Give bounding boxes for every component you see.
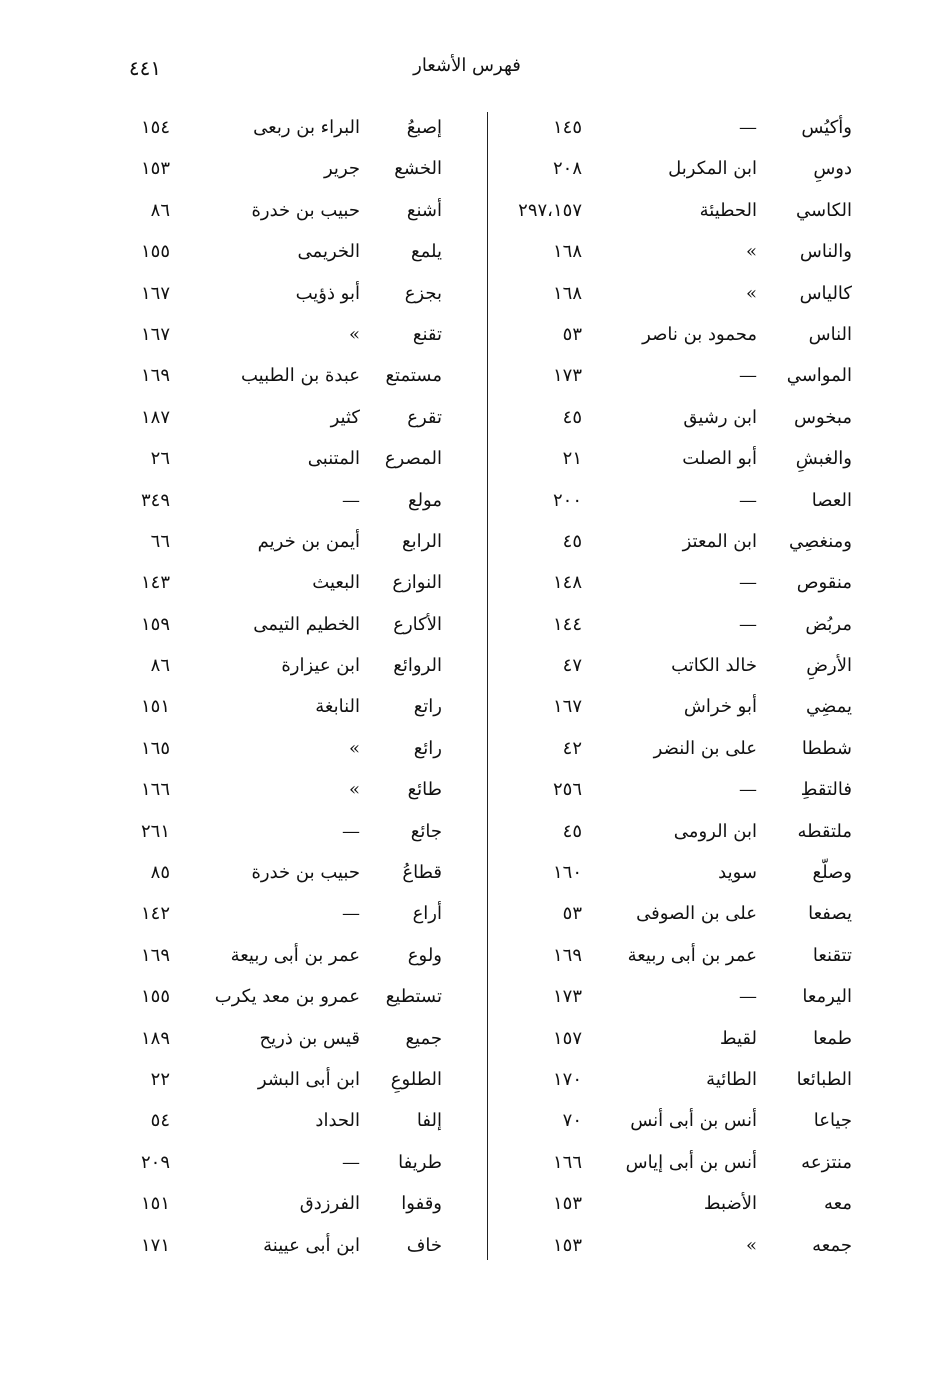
page-ref: ١٧٣ bbox=[552, 986, 582, 1008]
poet-name: — bbox=[739, 779, 757, 801]
poet-name: — bbox=[739, 489, 757, 511]
poet-name: عمر بن أبى ربيعة bbox=[627, 944, 757, 966]
page-ref: ١٤٣ bbox=[140, 572, 170, 594]
poet-name: » bbox=[745, 282, 757, 304]
poet-name: ابن أبى البشر bbox=[257, 1068, 360, 1090]
rhyme-word: ولوع bbox=[407, 944, 442, 966]
poet-name: الحطيئة bbox=[699, 199, 757, 221]
page-ref: ٥٣ bbox=[562, 903, 582, 925]
index-row bbox=[482, 563, 922, 604]
poet-name: » bbox=[348, 737, 360, 759]
poet-name: — bbox=[739, 572, 757, 594]
index-row bbox=[482, 481, 922, 522]
poet-name: أيمن بن خريم bbox=[257, 530, 360, 552]
rhyme-word: أشنع bbox=[406, 199, 442, 221]
page-ref: ١٦٨ bbox=[552, 241, 582, 263]
index-row bbox=[482, 1143, 922, 1184]
poet-name: ابن المكربل bbox=[668, 158, 757, 180]
page-ref: ٨٥ bbox=[150, 862, 170, 884]
rhyme-word: الأكارع bbox=[393, 613, 442, 635]
index-row bbox=[482, 1226, 922, 1267]
index-row bbox=[30, 646, 470, 687]
rhyme-word: ملتقطه bbox=[797, 820, 852, 842]
poet-name: » bbox=[745, 241, 757, 263]
poet-name: ابن عيزارة bbox=[281, 655, 360, 677]
page-ref: ١٥٣ bbox=[140, 158, 170, 180]
page-ref: ١٦٧ bbox=[552, 696, 582, 718]
index-row bbox=[30, 977, 470, 1018]
poet-name: الحداد bbox=[315, 1110, 360, 1132]
rhyme-word: تستطيع bbox=[385, 986, 442, 1008]
index-row bbox=[30, 853, 470, 894]
poet-name: الخريمى bbox=[297, 241, 360, 263]
index-row bbox=[482, 315, 922, 356]
poet-name: البعيث bbox=[312, 572, 360, 594]
rhyme-word: فالتقطِ bbox=[800, 779, 852, 801]
rhyme-word: بجزع bbox=[404, 282, 442, 304]
poet-name: خالد الكاتب bbox=[671, 655, 757, 677]
page-title: فهرس الأشعار bbox=[413, 55, 521, 76]
poet-name: أنس بن أبى إياس bbox=[625, 1151, 757, 1173]
poet-name: أنس بن أبى أنس bbox=[630, 1110, 757, 1132]
index-row bbox=[30, 563, 470, 604]
index-row bbox=[482, 274, 922, 315]
page-ref: ١٦٩ bbox=[140, 365, 170, 387]
rhyme-word: منتزعه bbox=[801, 1151, 852, 1173]
page-ref: ٤٧ bbox=[562, 655, 582, 677]
index-row bbox=[30, 108, 470, 149]
rhyme-word: كالياس bbox=[799, 282, 852, 304]
index-row bbox=[482, 770, 922, 811]
index-row bbox=[482, 232, 922, 273]
index-row bbox=[482, 894, 922, 935]
page-ref: ٢٠٨ bbox=[552, 158, 582, 180]
rhyme-word: الكاسي bbox=[796, 199, 852, 221]
index-row bbox=[30, 356, 470, 397]
rhyme-word: إصبعُ bbox=[406, 117, 442, 138]
rhyme-word: المصرع bbox=[384, 448, 442, 470]
page-ref: ١٥٤ bbox=[140, 117, 170, 138]
poet-name: — bbox=[739, 117, 757, 138]
rhyme-word: والناس bbox=[799, 241, 852, 263]
poet-name: حبيب بن خدرة bbox=[251, 199, 360, 221]
rhyme-word: وقفوا bbox=[401, 1193, 442, 1215]
rhyme-word: مربُض bbox=[805, 613, 852, 635]
index-row bbox=[30, 936, 470, 977]
poet-name: على بن الصوفى bbox=[636, 903, 757, 925]
page-ref: ١٧١ bbox=[140, 1234, 170, 1256]
page-ref: ١٦٦ bbox=[552, 1151, 582, 1173]
poet-name: » bbox=[745, 1234, 757, 1256]
index-row bbox=[30, 894, 470, 935]
rhyme-word: أراع bbox=[412, 903, 442, 925]
page-ref: ٤٥ bbox=[562, 530, 582, 552]
poet-name: أبو خراش bbox=[683, 696, 757, 718]
index-row bbox=[30, 522, 470, 563]
rhyme-word: تتقنعا bbox=[812, 944, 852, 966]
index-row bbox=[482, 108, 922, 149]
index-row bbox=[30, 770, 470, 811]
index-row bbox=[30, 1226, 470, 1267]
poet-name: الفرزدق bbox=[299, 1193, 360, 1215]
rhyme-word: جمعه bbox=[812, 1234, 852, 1256]
rhyme-word: تقنع bbox=[412, 323, 442, 345]
poet-name: ابن رشيق bbox=[683, 406, 757, 428]
page-ref: ١٦٦ bbox=[140, 779, 170, 801]
page-ref: ٢٦ bbox=[150, 448, 170, 470]
page-ref: ١٥٣ bbox=[552, 1234, 582, 1256]
poet-name: ابن المعتز bbox=[682, 530, 757, 552]
page-ref: ١٥٥ bbox=[140, 986, 170, 1008]
poet-name: أبو الصلت bbox=[682, 448, 757, 470]
index-row bbox=[482, 439, 922, 480]
rhyme-word: الناس bbox=[808, 323, 852, 345]
index-row bbox=[482, 936, 922, 977]
page-ref: ٢١ bbox=[562, 448, 582, 470]
index-row bbox=[30, 191, 470, 232]
rhyme-word: والغبشِ bbox=[795, 448, 852, 470]
page-ref: ١٥١ bbox=[140, 1193, 170, 1215]
poet-name: الطائية bbox=[706, 1068, 757, 1090]
page-ref: ١٥٩ bbox=[140, 613, 170, 635]
rhyme-word: طائع bbox=[407, 779, 442, 801]
page-ref: ١٨٧ bbox=[140, 406, 170, 428]
rhyme-word: راتع bbox=[413, 696, 442, 718]
rhyme-word: مبخوس bbox=[794, 406, 852, 428]
index-row bbox=[30, 687, 470, 728]
poet-name: — bbox=[739, 365, 757, 387]
rhyme-word: ومنغصِي bbox=[788, 530, 852, 552]
rhyme-word: اليرمعا bbox=[802, 986, 852, 1008]
page-ref: ٨٦ bbox=[150, 655, 170, 677]
page-ref: ٤٥ bbox=[562, 406, 582, 428]
rhyme-word: الطبائعا bbox=[796, 1068, 852, 1090]
poet-name: قيس بن ذريح bbox=[259, 1027, 360, 1049]
rhyme-word: يلمع bbox=[411, 241, 442, 263]
page-ref: ١٥٣ bbox=[552, 1193, 582, 1215]
right-index-column bbox=[482, 108, 922, 1267]
rhyme-word: النوازع bbox=[392, 572, 442, 594]
poet-name: المتنبى bbox=[307, 448, 360, 470]
page-ref: ٢٢ bbox=[150, 1068, 170, 1090]
poet-name: لقيط bbox=[719, 1027, 757, 1049]
page-ref: ١٥٥ bbox=[140, 241, 170, 263]
rhyme-word: خاف bbox=[406, 1234, 442, 1256]
index-row bbox=[30, 398, 470, 439]
index-row bbox=[30, 1019, 470, 1060]
rhyme-word: إلفا bbox=[416, 1110, 442, 1132]
poet-name: حبيب بن خدرة bbox=[251, 862, 360, 884]
index-row bbox=[30, 481, 470, 522]
index-row bbox=[30, 605, 470, 646]
page-ref: ١٦٠ bbox=[552, 862, 582, 884]
rhyme-word: جميع bbox=[405, 1027, 442, 1049]
page-ref: ١٧٠ bbox=[552, 1068, 582, 1090]
rhyme-word: رائع bbox=[413, 737, 442, 759]
page-ref: ٤٢ bbox=[562, 737, 582, 759]
index-row bbox=[482, 149, 922, 190]
poet-name: محمود بن ناصر bbox=[642, 323, 757, 345]
rhyme-word: دوسِ bbox=[813, 158, 852, 180]
page-ref: ١٦٩ bbox=[552, 944, 582, 966]
index-row bbox=[30, 1060, 470, 1101]
index-row bbox=[482, 605, 922, 646]
index-row bbox=[482, 1101, 922, 1142]
rhyme-word: وصلّع bbox=[812, 862, 852, 884]
left-index-column bbox=[30, 108, 470, 1267]
rhyme-word: يمضِي bbox=[805, 696, 852, 718]
page-ref: ٥٤ bbox=[150, 1110, 170, 1132]
poet-name: — bbox=[342, 820, 360, 842]
poet-name: الأضبط bbox=[703, 1193, 757, 1215]
index-row bbox=[30, 439, 470, 480]
poet-name: الخطيم التيمى bbox=[253, 613, 360, 635]
page-ref: ١٦٩ bbox=[140, 944, 170, 966]
index-row bbox=[482, 646, 922, 687]
poet-name: » bbox=[348, 779, 360, 801]
poet-name: — bbox=[342, 489, 360, 511]
rhyme-word: الأرضِ bbox=[806, 655, 852, 677]
rhyme-word: قطاعُ bbox=[402, 862, 442, 884]
index-row bbox=[30, 274, 470, 315]
index-row bbox=[482, 687, 922, 728]
poet-name: النابغة bbox=[315, 696, 360, 718]
index-row bbox=[30, 1143, 470, 1184]
poet-name: على بن النضر bbox=[653, 737, 757, 759]
page-ref: ٧٠ bbox=[562, 1110, 582, 1132]
poet-name: كثير bbox=[330, 406, 360, 428]
page-ref: ١٦٧ bbox=[140, 323, 170, 345]
index-row bbox=[482, 1184, 922, 1225]
poet-name: أبو ذؤيب bbox=[295, 282, 360, 304]
index-row bbox=[482, 191, 922, 232]
page-ref: ٥٣ bbox=[562, 323, 582, 345]
index-row bbox=[482, 729, 922, 770]
poet-name: عمر بن أبى ربيعة bbox=[230, 944, 360, 966]
index-row bbox=[30, 232, 470, 273]
rhyme-word: مستمتع bbox=[385, 365, 442, 387]
rhyme-word: طمعا bbox=[813, 1027, 852, 1049]
rhyme-word: شططا bbox=[801, 737, 852, 759]
page-ref: ١٥١ bbox=[140, 696, 170, 718]
page-ref: ١٤٤ bbox=[552, 613, 582, 635]
index-row bbox=[482, 812, 922, 853]
rhyme-word: جياعا bbox=[813, 1110, 852, 1132]
rhyme-word: العصا bbox=[811, 489, 852, 511]
rhyme-word: الطلوعِ bbox=[390, 1068, 442, 1090]
poet-name: عمرو بن معد يكرب bbox=[214, 986, 360, 1008]
index-row bbox=[30, 812, 470, 853]
index-row bbox=[482, 356, 922, 397]
page-ref: ١٦٨ bbox=[552, 282, 582, 304]
page-ref: ١٦٧ bbox=[140, 282, 170, 304]
rhyme-word: الخشع bbox=[394, 158, 442, 180]
rhyme-word: طريفا bbox=[398, 1151, 442, 1173]
rhyme-word: مولع bbox=[407, 489, 442, 511]
poet-name: ابن الرومى bbox=[673, 820, 757, 842]
index-row bbox=[30, 1184, 470, 1225]
rhyme-word: جائع bbox=[410, 820, 442, 842]
poet-name: — bbox=[739, 613, 757, 635]
poet-name: سويد bbox=[718, 862, 757, 884]
poet-name: جرير bbox=[324, 158, 360, 180]
rhyme-word: منقوص bbox=[796, 572, 852, 594]
poet-name: البراء بن ربعى bbox=[253, 117, 360, 138]
poet-name: — bbox=[342, 1151, 360, 1173]
poet-name: » bbox=[348, 323, 360, 345]
poet-name: — bbox=[739, 986, 757, 1008]
index-row bbox=[482, 853, 922, 894]
poet-name: ابن أبى عيينة bbox=[263, 1234, 360, 1256]
page-ref: ٢٥٦ bbox=[552, 779, 582, 801]
page-ref: ١٤٨ bbox=[552, 572, 582, 594]
index-row bbox=[482, 398, 922, 439]
rhyme-word: المواسي bbox=[786, 365, 852, 387]
page-ref: ٢٠٩ bbox=[140, 1151, 170, 1173]
index-row bbox=[30, 729, 470, 770]
index-row bbox=[482, 1060, 922, 1101]
rhyme-word: يصفعا bbox=[808, 903, 852, 925]
page-ref: ١٤٢ bbox=[140, 903, 170, 925]
rhyme-word: وأكيُس bbox=[801, 117, 852, 138]
page-ref: ١٥٧ bbox=[552, 1027, 582, 1049]
index-row bbox=[30, 149, 470, 190]
page-ref: ٣٤٩ bbox=[140, 489, 170, 511]
poet-name: عبدة بن الطبيب bbox=[241, 365, 360, 387]
poet-name: — bbox=[342, 903, 360, 925]
page-ref: ٢٦١ bbox=[140, 820, 170, 842]
page-ref: ٤٥ bbox=[562, 820, 582, 842]
page-ref: ٢٩٧،١٥٧ bbox=[518, 199, 582, 221]
rhyme-word: الروائع bbox=[393, 655, 442, 677]
index-row bbox=[482, 1019, 922, 1060]
index-row bbox=[30, 315, 470, 356]
page-number: ٤٤١ bbox=[128, 56, 162, 80]
page-ref: ١٧٣ bbox=[552, 365, 582, 387]
page-ref: ١٨٩ bbox=[140, 1027, 170, 1049]
index-row bbox=[30, 1101, 470, 1142]
index-row bbox=[482, 522, 922, 563]
index-row bbox=[482, 977, 922, 1018]
rhyme-word: معه bbox=[824, 1193, 852, 1215]
rhyme-word: تقرع bbox=[407, 406, 442, 428]
rhyme-word: الرابع bbox=[401, 530, 442, 552]
page-ref: ١٤٥ bbox=[552, 117, 582, 138]
page-ref: ٨٦ bbox=[150, 199, 170, 221]
page-ref: ١٦٥ bbox=[140, 737, 170, 759]
page-ref: ٢٠٠ bbox=[552, 489, 582, 511]
page-ref: ٦٦ bbox=[150, 530, 170, 552]
